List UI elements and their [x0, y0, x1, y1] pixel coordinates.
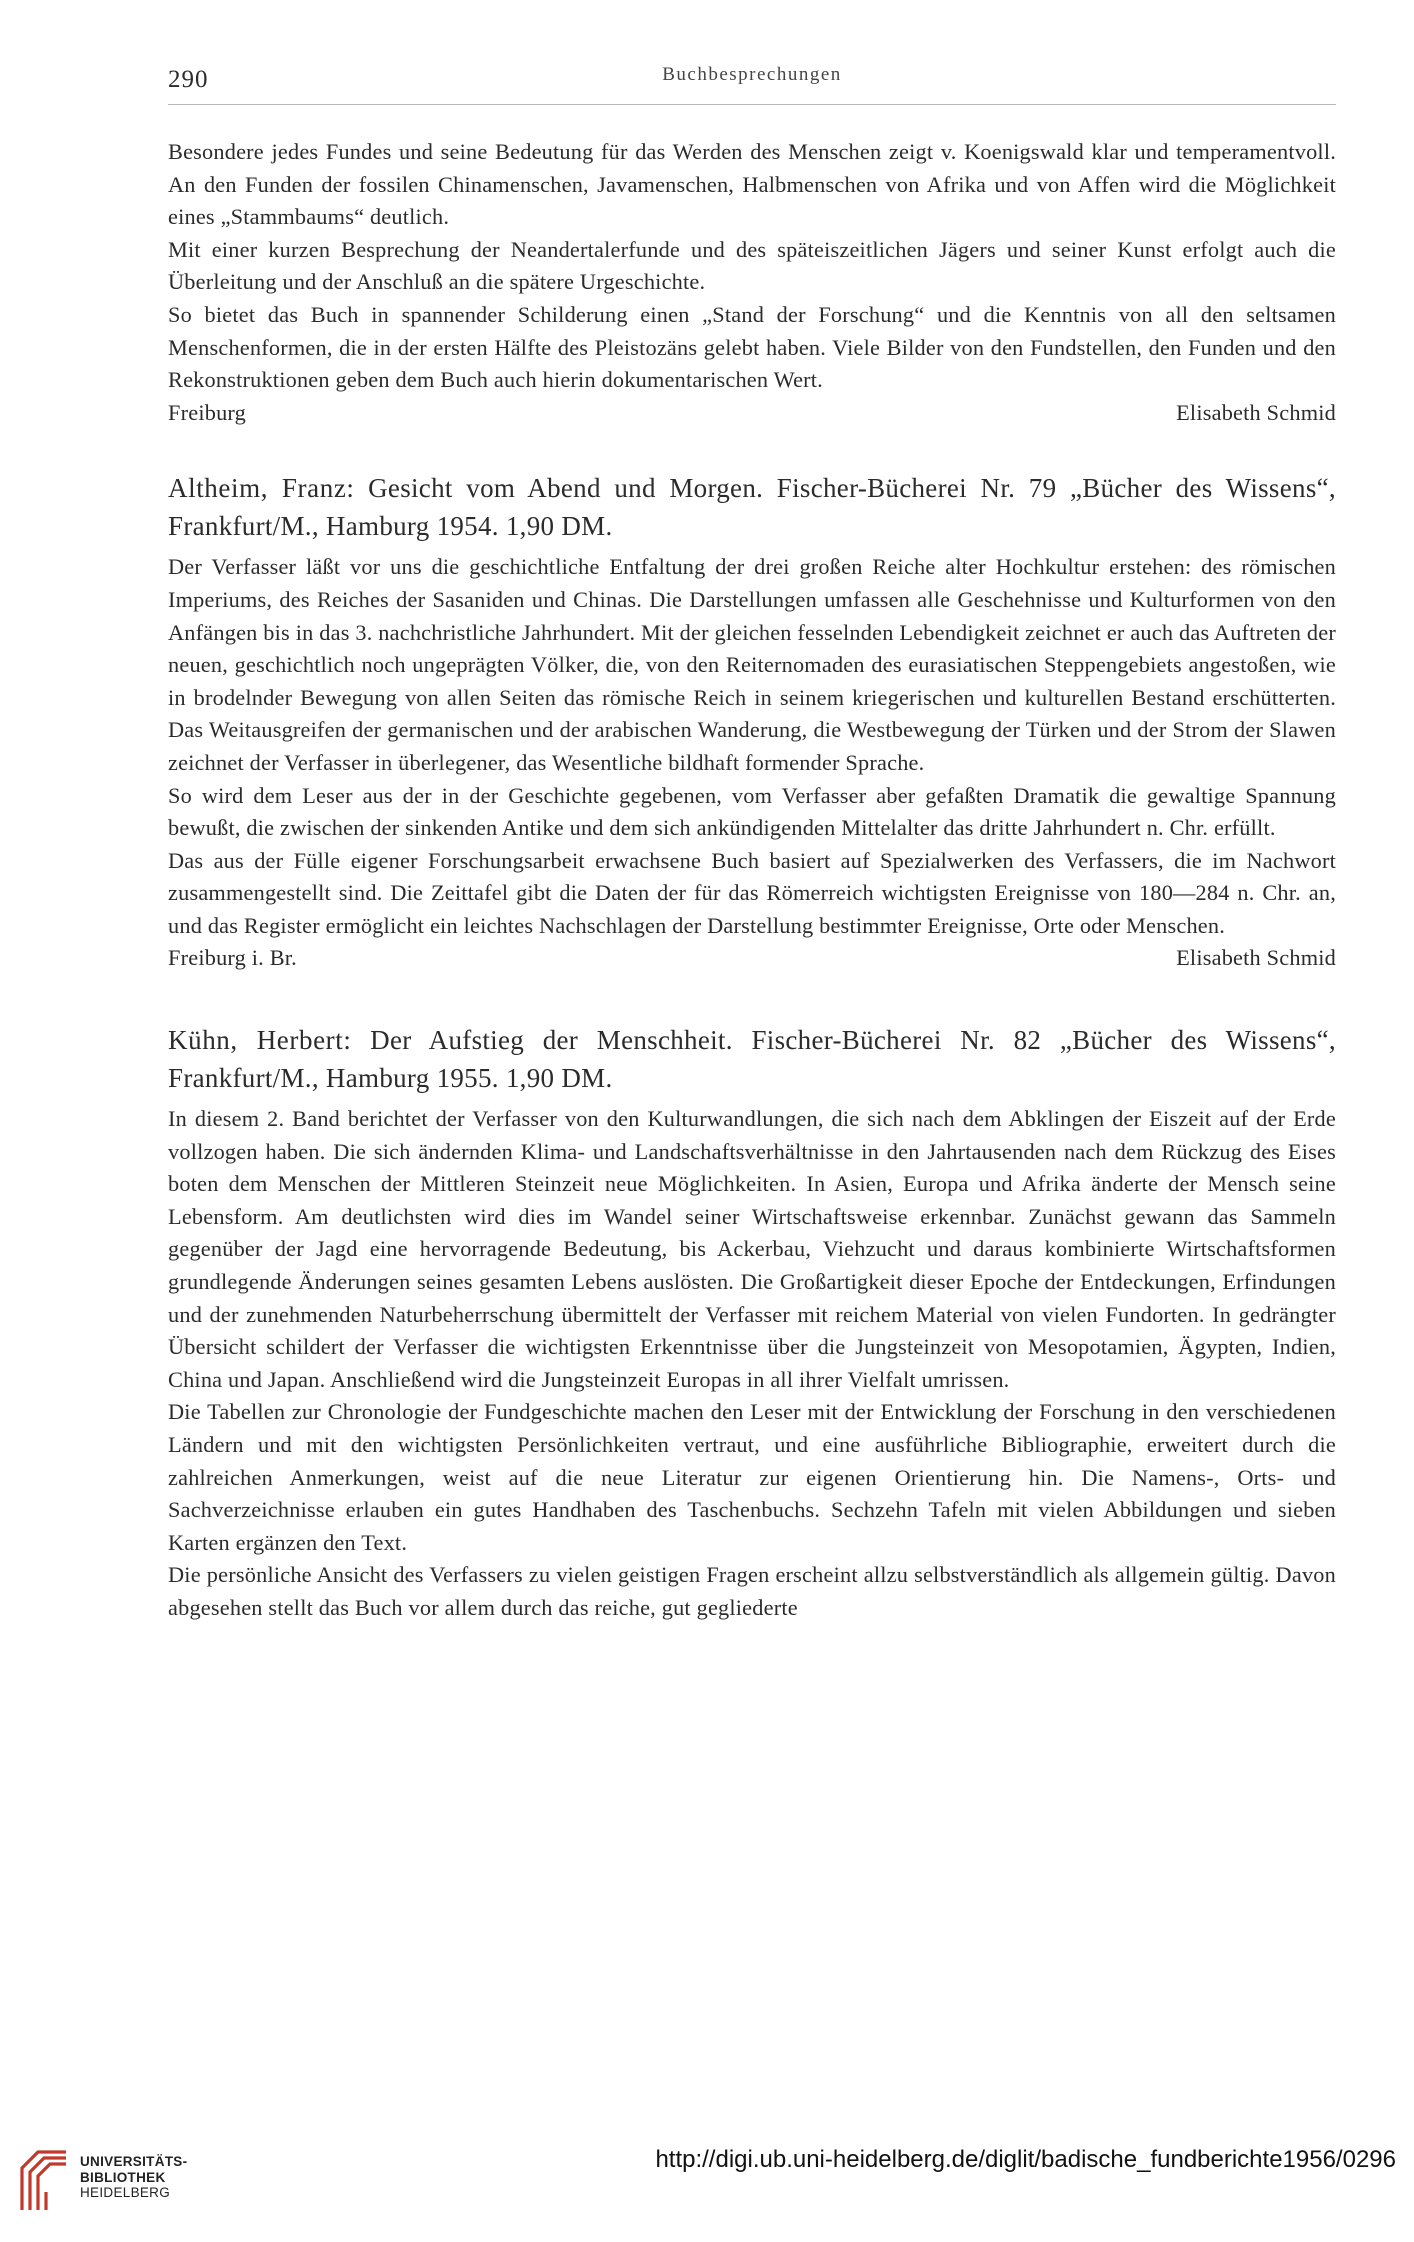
source-url-link[interactable]: http://digi.ub.uni-heidelberg.de/diglit/badische_fundberichte1956/0296: [655, 2146, 1396, 2173]
paragraph: Mit einer kurzen Besprechung der Neandertalerfunde und des späteiszeitlichen Jägers und seiner Kunst erfolgt auch die Überleitung und der Anschluß an die spätere Urgeschichte.: [168, 236, 1336, 295]
previous-review-continuation: [168, 136, 1336, 429]
book-title: Gesicht vom Abend und Morgen.: [368, 473, 764, 504]
book-publication: Fischer-Bücherei Nr. 82 „Bücher des Wissens“, Frankfurt/M., Hamburg 1955. 1,90 DM.: [168, 1025, 1336, 1094]
library-name-line: UNIVERSITÄTS-: [80, 2154, 188, 2169]
page-header: [168, 60, 1336, 105]
book-author: Kühn, Herbert:: [168, 1025, 352, 1056]
library-name-line: HEIDELBERG: [80, 2185, 171, 2200]
review-signature: [168, 397, 1336, 430]
book-author: Altheim, Franz:: [168, 473, 355, 504]
digitization-footer: [0, 2138, 1414, 2242]
paragraph: Besondere jedes Fundes und seine Bedeutung für das Werden des Menschen zeigt v. Koenigswald klar und temperamentvoll. An den Funden der fossilen Chinamenschen, Javamenschen, Halbmenschen von Afrika und von Affen wird die Möglichkeit eines „Stammbaums“ deutlich.: [168, 139, 1336, 230]
paragraph: Das aus der Fülle eigener Forschungsarbeit erwachsene Buch basiert auf Spezialwerken des Verfassers, die im Nachwort zusammengestellt sind. Die Zeittafel gibt die Daten der für das Römerreich wichtigsten Ereignisse von 180—284 n. Chr. an, und das Register ermöglicht ein leichtes Nachschlagen der Darstellung bestimmter Ereignisse, Orte oder Menschen.: [168, 847, 1336, 938]
paragraph: So wird dem Leser aus der in der Geschichte gegebenen, vom Verfasser aber gefaßten Dramatik die gewaltige Spannung bewußt, die zwischen der sinkenden Antike und dem sich ankündigenden Mittelalter das dritte Jahrhundert n. Chr. erfüllt.: [168, 782, 1336, 841]
review-altheim: [168, 469, 1336, 975]
paragraph: Die persönliche Ansicht des Verfassers zu vielen geistigen Fragen erscheint allzu selbstverständlich als allgemein gültig. Davon abgesehen stellt das Buch vor allem durch das reiche, gut gegliederte: [168, 1562, 1336, 1620]
review-place: Freiburg: [168, 399, 246, 425]
review-place: Freiburg i. Br.: [168, 945, 297, 971]
review-kuehn: [168, 1021, 1336, 1625]
review-heading: [168, 469, 1336, 545]
page-number: 290: [168, 66, 209, 93]
paragraph: Die Tabellen zur Chronologie der Fundgeschichte machen den Leser mit der Entwicklung der Forschung in den verschiedenen Ländern und mit den wichtigsten Persönlichkeiten vertraut, und eine ausführliche Bibliographie, erweitert durch die zahlreichen Anmerkungen, weist auf die neue Literatur zur eigenen Orientierung hin. Die Namens-, Orts- und Sachverzeichnisse erlauben ein gutes Handhaben des Taschenbuchs. Sechzehn Tafeln mit vielen Abbildungen und sieben Karten ergänzen den Text.: [168, 1399, 1336, 1555]
paragraph: Der Verfasser läßt vor uns die geschichtliche Entfaltung der drei großen Reiche alter Hochkultur erstehen: des römischen Imperiums, des Reiches der Sasaniden und Chinas. Die Darstellungen umfassen alle Geschehnisse und Kulturformen von den Anfängen bis in das 3. nachchristliche Jahrhundert. Mit der gleichen fesselnden Lebendigkeit zeichnet er auch das Auftreten der neuen, geschichtlich noch ungeprägten Völker, die, von den Reiternomaden des eurasiatischen Steppengebiets angestoßen, wie in brodelnder Bewegung von allen Seiten das römische Reich in seinem kriegerischen und kulturellen Bestand erschütterten. Das Weitausgreifen der germanischen und der arabischen Wanderung, die Westbewegung der Türken und der Strom der Slawen zeichnet der Verfasser in überlegener, das Wesentliche bildhaft formender Sprache.: [168, 554, 1336, 775]
reviewer-name: Elisabeth Schmid: [1176, 945, 1336, 971]
reviewer-name: Elisabeth Schmid: [1176, 399, 1336, 425]
review-heading: [168, 1021, 1336, 1097]
paragraph: So bietet das Buch in spannender Schilderung einen „Stand der Forschung“ und die Kenntnis von all den seltsamen Menschenformen, die in der ersten Hälfte des Pleistozäns gelebt haben. Viele Bilder von den Fundstellen, den Funden und den Rekonstruktionen geben dem Buch auch hierin dokumentarischen Wert.: [168, 301, 1336, 393]
running-head: Buchbesprechungen: [662, 64, 842, 85]
library-name-line: BIBLIOTHEK: [80, 2169, 166, 2185]
book-publication: Fischer-Bücherei Nr. 79 „Bücher des Wissens“, Frankfurt/M., Hamburg 1954. 1,90 DM.: [168, 473, 1336, 542]
library-name: [80, 2154, 187, 2201]
library-logo-icon: [18, 2148, 70, 2214]
paragraph: In diesem 2. Band berichtet der Verfasser von den Kulturwandlungen, die sich nach dem Abklingen der Eiszeit auf der Erde vollzogen haben. Die sich ändernden Klima- und Landschaftsverhältnisse in den Jahrtausenden nach dem Rückzug des Eises boten dem Menschen der Mittleren Steinzeit neue Möglichkeiten. In Asien, Europa und Afrika änderte der Mensch seine Lebensform. Am deutlichsten wird dies im Wandel seiner Wirtschaftsweise erkennbar. Zunächst gewann das Sammeln gegenüber der Jagd eine hervorragende Bedeutung, bis Ackerbau, Viehzucht und daraus kombinierte Wirtschaftsformen grundlegende Änderungen seines gesamten Lebens auslösten. Die Großartigkeit dieser Epoche der Entdeckungen, Erfindungen und der zunehmenden Naturbeherrschung übermittelt der Verfasser mit reichem Material von vielen Fundorten. In gedrängter Übersicht schildert der Verfasser die wichtigsten Erkenntnisse über die Jungsteinzeit von Mesopotamien, Ägypten, Indien, China und Japan. Anschließend wird die Jungsteinzeit Europas in all ihrer Vielfalt umrissen.: [168, 1106, 1336, 1392]
review-signature: [168, 942, 1336, 975]
page-content: [168, 136, 1336, 1625]
book-title: Der Aufstieg der Menschheit.: [370, 1025, 733, 1056]
